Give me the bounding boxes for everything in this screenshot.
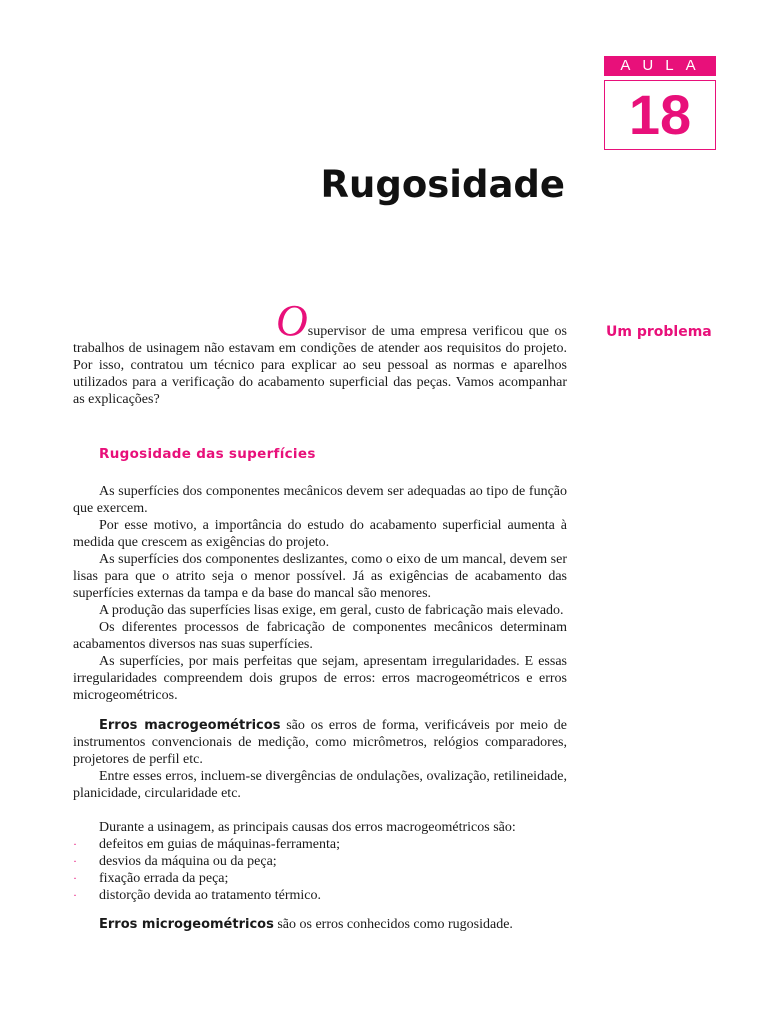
- section-heading: Rugosidade das superfícies: [99, 446, 316, 462]
- lesson-number: 18: [628, 83, 692, 146]
- bullet-dot: ·: [73, 854, 77, 868]
- body-paragraph: As superfícies, por mais perfeitas que sejam, apresentam irregularidades. E essas irregularidades compreendem dois grupos de erros: erros macrogeométricos e erros microgeométricos.: [73, 654, 567, 703]
- macro-examples: Entre esses erros, incluem-se divergências de ondulações, ovalização, retilineidade, planicidade, circularidade etc.: [73, 769, 567, 801]
- list-item: · distorção devida ao tratamento térmico.: [73, 888, 321, 903]
- micro-term: Erros microgeométricos: [99, 917, 274, 932]
- side-label: Um problema: [606, 324, 712, 340]
- macro-text: são os erros de forma, verificáveis por meio de instrumentos convencionais de medição, como micrômetros, relógios comparadores, projetores de perfil etc.: [73, 718, 567, 767]
- list-item: · defeitos em guias de máquinas-ferramenta;: [73, 837, 341, 852]
- lesson-label: AULA: [604, 56, 716, 76]
- intro-text: supervisor de uma empresa verificou que os trabalhos de usinagem não estavam em condições de atender aos requisitos do projeto. Por isso, contratou um técnico para explicar ao seu pessoal as normas e aparelhos utilizados para a verificação do acabamento superficial das peças. Vamos acompanhar as explicações?: [73, 324, 567, 407]
- intro-paragraph: [73, 296, 567, 408]
- body-paragraph: Por esse motivo, a importância do estudo do acabamento superficial aumenta à medida que crescem as exigências do projeto.: [73, 518, 567, 550]
- body-paragraphs: [73, 483, 567, 704]
- bullet-dot: ·: [73, 871, 77, 885]
- lesson-badge: [604, 56, 716, 150]
- page-title: Rugosidade: [320, 163, 565, 206]
- lesson-number-box: [604, 80, 716, 150]
- body-paragraph: As superfícies dos componentes deslizantes, como o eixo de um mancal, devem ser lisas para que o atrito seja o menor possível. Já as exigências de acabamento das superfícies externas da tampa e da base do mancal são menores.: [73, 552, 567, 601]
- body-paragraph: Os diferentes processos de fabricação de componentes mecânicos determinam acabamentos diversos nas suas superfícies.: [73, 620, 567, 652]
- macro-paragraph: [73, 717, 567, 768]
- body-paragraph: As superfícies dos componentes mecânicos devem ser adequadas ao tipo de função que exercem.: [73, 484, 567, 516]
- causes-intro: Durante a usinagem, as principais causas dos erros macrogeométricos são:: [99, 820, 516, 835]
- bullet-dot: ·: [73, 888, 77, 902]
- micro-text: são os erros conhecidos como rugosidade.: [273, 917, 513, 932]
- dropcap: O: [276, 296, 308, 345]
- causes-list: [73, 836, 567, 904]
- body-paragraph: A produção das superfícies lisas exige, em geral, custo de fabricação mais elevado.: [99, 603, 564, 618]
- list-item: · desvios da máquina ou da peça;: [73, 854, 277, 869]
- bullet-dot: ·: [73, 837, 77, 851]
- micro-paragraph: [73, 916, 567, 933]
- macro-term: Erros macrogeométricos: [99, 718, 281, 733]
- list-item: · fixação errada da peça;: [73, 871, 229, 886]
- main-content: [73, 296, 567, 933]
